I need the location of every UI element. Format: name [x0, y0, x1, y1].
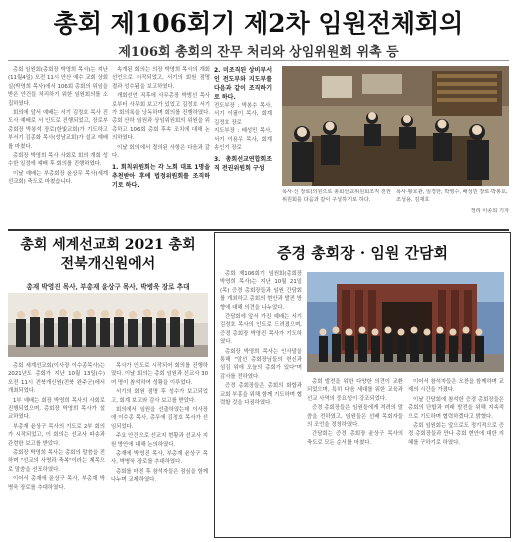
meeting-column-3 [408, 378, 504, 534]
headline-line: 전북개신원에서 [60, 256, 156, 272]
paragraph: 총회 임원회는 앞으로도 정기적으로 증경 총회장들과 만나 총회 현안에 대한 지혜를 구하기로 하였다. [408, 423, 504, 446]
paragraph: 총회 발전을 위한 다양한 의견이 교환되었으며, 특히 다음 세대를 위한 교육과 선교 사역의 중요성이 강조되었다. [307, 379, 403, 402]
photo-caption-names: 목사·황호관, 임경한, 박영수, 배성민 장로·박봉호, 조성용, 김재호 [396, 189, 508, 203]
world-mission-subhead: 총재 박영진 목사, 부총재 윤상구 목사, 박병욱 장로 추대 [26, 283, 190, 291]
paragraph: 전도부장 : 박봉수 목사, 서기 이필이 목사, 회계 김정호 장로 지도부장 : 배성민 목사, 서기 이용우 목사, 회계 송인기 장로 [214, 103, 272, 152]
section-divider [8, 229, 509, 231]
divider [8, 60, 509, 61]
photo-credit: 정리 이종희 기자 [470, 208, 509, 214]
former-presidents-headline: 증경 총회장 · 임원 간담회 [276, 244, 448, 262]
paragraph: 총회 세계선교회(이사장 이수종목사)는 2021년도 총회가 지난 10월 13일(수) 오전 11시 전북개신원(전북 완주군)에서 개최되었다. [8, 363, 105, 395]
paragraph: 1부 예배는 회장 박영희 목사의 사회로 진행되었으며, 총회장 박영희 목사가 설교하였다. [8, 397, 105, 421]
top-article-column-2 [112, 66, 210, 226]
headline-line: 총회 세계선교회 2021 총회 [20, 237, 196, 253]
paragraph: 회의에 앞서 예배는 서기 김정호 목사 진도사 예배로 서 인도로 진행되었고, 장로부총회장 박봉석 장로(한빛교회)가 기도하고 부서기 김종화 목사(성남교회)가 설교 예배를 마쳤다. [8, 110, 108, 150]
resolution-item: 3. 총회선교연합회조직 전권위원회 구성 [214, 156, 272, 173]
mission-column-2 [111, 362, 208, 538]
paragraph: 총회장 박영희 목사 사회로 회의 개회 성수한 일정에 예배 후 회의를 진행하였다. [8, 153, 108, 168]
meeting-column-2 [307, 378, 403, 534]
paragraph: 총재에 박영진 목사, 부총재 윤상구 목사, 박병욱 장로를 추대하였다. [111, 451, 208, 466]
paragraph: 이날 회의에서 결의된 사항은 다음과 같다. [112, 144, 210, 160]
mission-column-1 [8, 362, 105, 538]
paragraph: 총회 제106회기 임원회(총회장 박영희 목사)는 지난 10월 21일(목) 증경 총회장들과 임원 간담회를 개최하고 총회의 현안과 발전 방향에 대해 의견을 나누었다. [220, 271, 302, 311]
paragraph: 증경 총회장들은 총회의 화합과 교회 부흥을 위해 함께 기도하며 협력할 것을 다짐하였다. [220, 383, 302, 407]
group-photo-mission [8, 293, 208, 357]
group-photo-church [307, 272, 504, 372]
meeting-photo [282, 66, 509, 186]
paragraph: 이어서 총재에 윤상구 목사, 부총재 박병욱 장로를 추대하였다. [8, 476, 105, 491]
paragraph: 총회 임원회(총회장 박영희 목사)는 지난(11월4일) 오전 11시 안산 예수 교회 상회실(박영희 목사)에서 106회 총회의 위임을 받은 안건들 처리하기 위한 임원회의를 소집하였다. [8, 67, 108, 107]
paragraph: 부총재 윤상구 목사의 기도로 2부 회의가 시작되었고, 이 회의는 선교사 파송과 관련한 보고를 받았다. [8, 423, 105, 447]
paragraph: 이어서 참석자들은 오찬을 함께하며 교제의 시간을 가졌다. [408, 379, 504, 394]
paragraph: 속개된 회의는 의장 박영희 목사의 개회 선언으로 시작되었고, 서기의 회원 점명 결과 성수됨을 보고하였다. [112, 67, 210, 90]
paragraph: 총회장 박영희 목사는 총회의 말씀을 전하며 "선교의 사명과 축복"이라는 제목으로 말씀을 선포하였다. [8, 450, 105, 473]
paragraph: 증경 총회장들은 임원들에게 격려의 말씀을 전하였고, 임원들은 선배 목회자들의 조언을 경청하였다. [307, 405, 403, 429]
top-article-column-1 [8, 66, 108, 226]
top-article-column-3 [214, 66, 272, 226]
main-subhead: 제106회 총회의 잔무 처리와 상임위원회 위촉 등 [118, 45, 399, 60]
paragraph: 이날 예배는 부총회장 윤상무 목사(세계선교회) 축도로 마쳤습니다. [8, 170, 108, 186]
paragraph: 회의에서 임원을 선출하였는데 이사장에 이수종 목사, 총무에 김정호 목사가 선임되었다. [111, 407, 208, 430]
paragraph: 서기의 회원 점명 후 성수가 보고되었고, 회계 보고와 감사 보고를 받았다. [111, 389, 208, 404]
resolution-item: 2. 미조직된 상비부서인 전도부와 지도부를 다음과 같이 조직하기로 하다. [214, 67, 272, 101]
paragraph: 간담회에 앞서 가진 예배는 서기 김정호 목사의 인도로 드려졌으며, 증경 총회장 박영진 목사가 기도하였다. [220, 314, 302, 346]
main-headline: 총회 제106회기 제2차 임원전체회의 [53, 9, 464, 38]
paragraph: 간담회는 증경 총회장 윤상구 목사의 축도로 모든 순서를 마쳤다. [307, 431, 403, 446]
paragraph: 개회선언 직후에 사무총장 박범선 목사로부터 사무회 보고가 있었고 김정호 서기가 회의록을 낭독하며 회의를 진행하였다. 총회 산하 임원과 상임위원회의 위원을 위촉하고 106회 총회 후속 조치에 대해 논의하였다. [112, 93, 210, 142]
paragraph: 총회장 박영희 목사는 인사말을 통해 "앞선 총회장님들의 헌신과 섬김 위에 오늘의 총회가 있다"며 감사를 전하였다. [220, 348, 302, 380]
resolution-item: 1. 회칙위원회는 각 노회 대표 1명을 추천받아 후에 법정위원회를 조직하기로 하다. [112, 164, 210, 190]
world-mission-headline [8, 236, 208, 274]
paragraph: 주요 안건으로 선교지 현황과 선교사 지원 방안에 대해 논의하였다. [111, 433, 208, 448]
meeting-column-1 [220, 270, 302, 534]
paragraph: 목사가 인도로 시작되어 회의를 진행하였다. 이날 회의는 총회 임원과 선교사 30여 명이 참석하여 성황을 이루었다. [111, 363, 208, 386]
paragraph: 총회를 마친 후 참석자들은 점심을 함께 나누며 교제하였다. [111, 468, 208, 484]
paragraph: 이날 간담회에 참석한 증경 총회장들은 총회의 단합과 미래 발전을 위해 지속적으로 기도하며 협력하겠다고 밝혔다. [408, 396, 504, 420]
photo-caption: 목사·신 장로(의원으로 총회선교위원회조직 전권위원회를 다음과 같이 구성하기로 하다. [282, 189, 391, 203]
